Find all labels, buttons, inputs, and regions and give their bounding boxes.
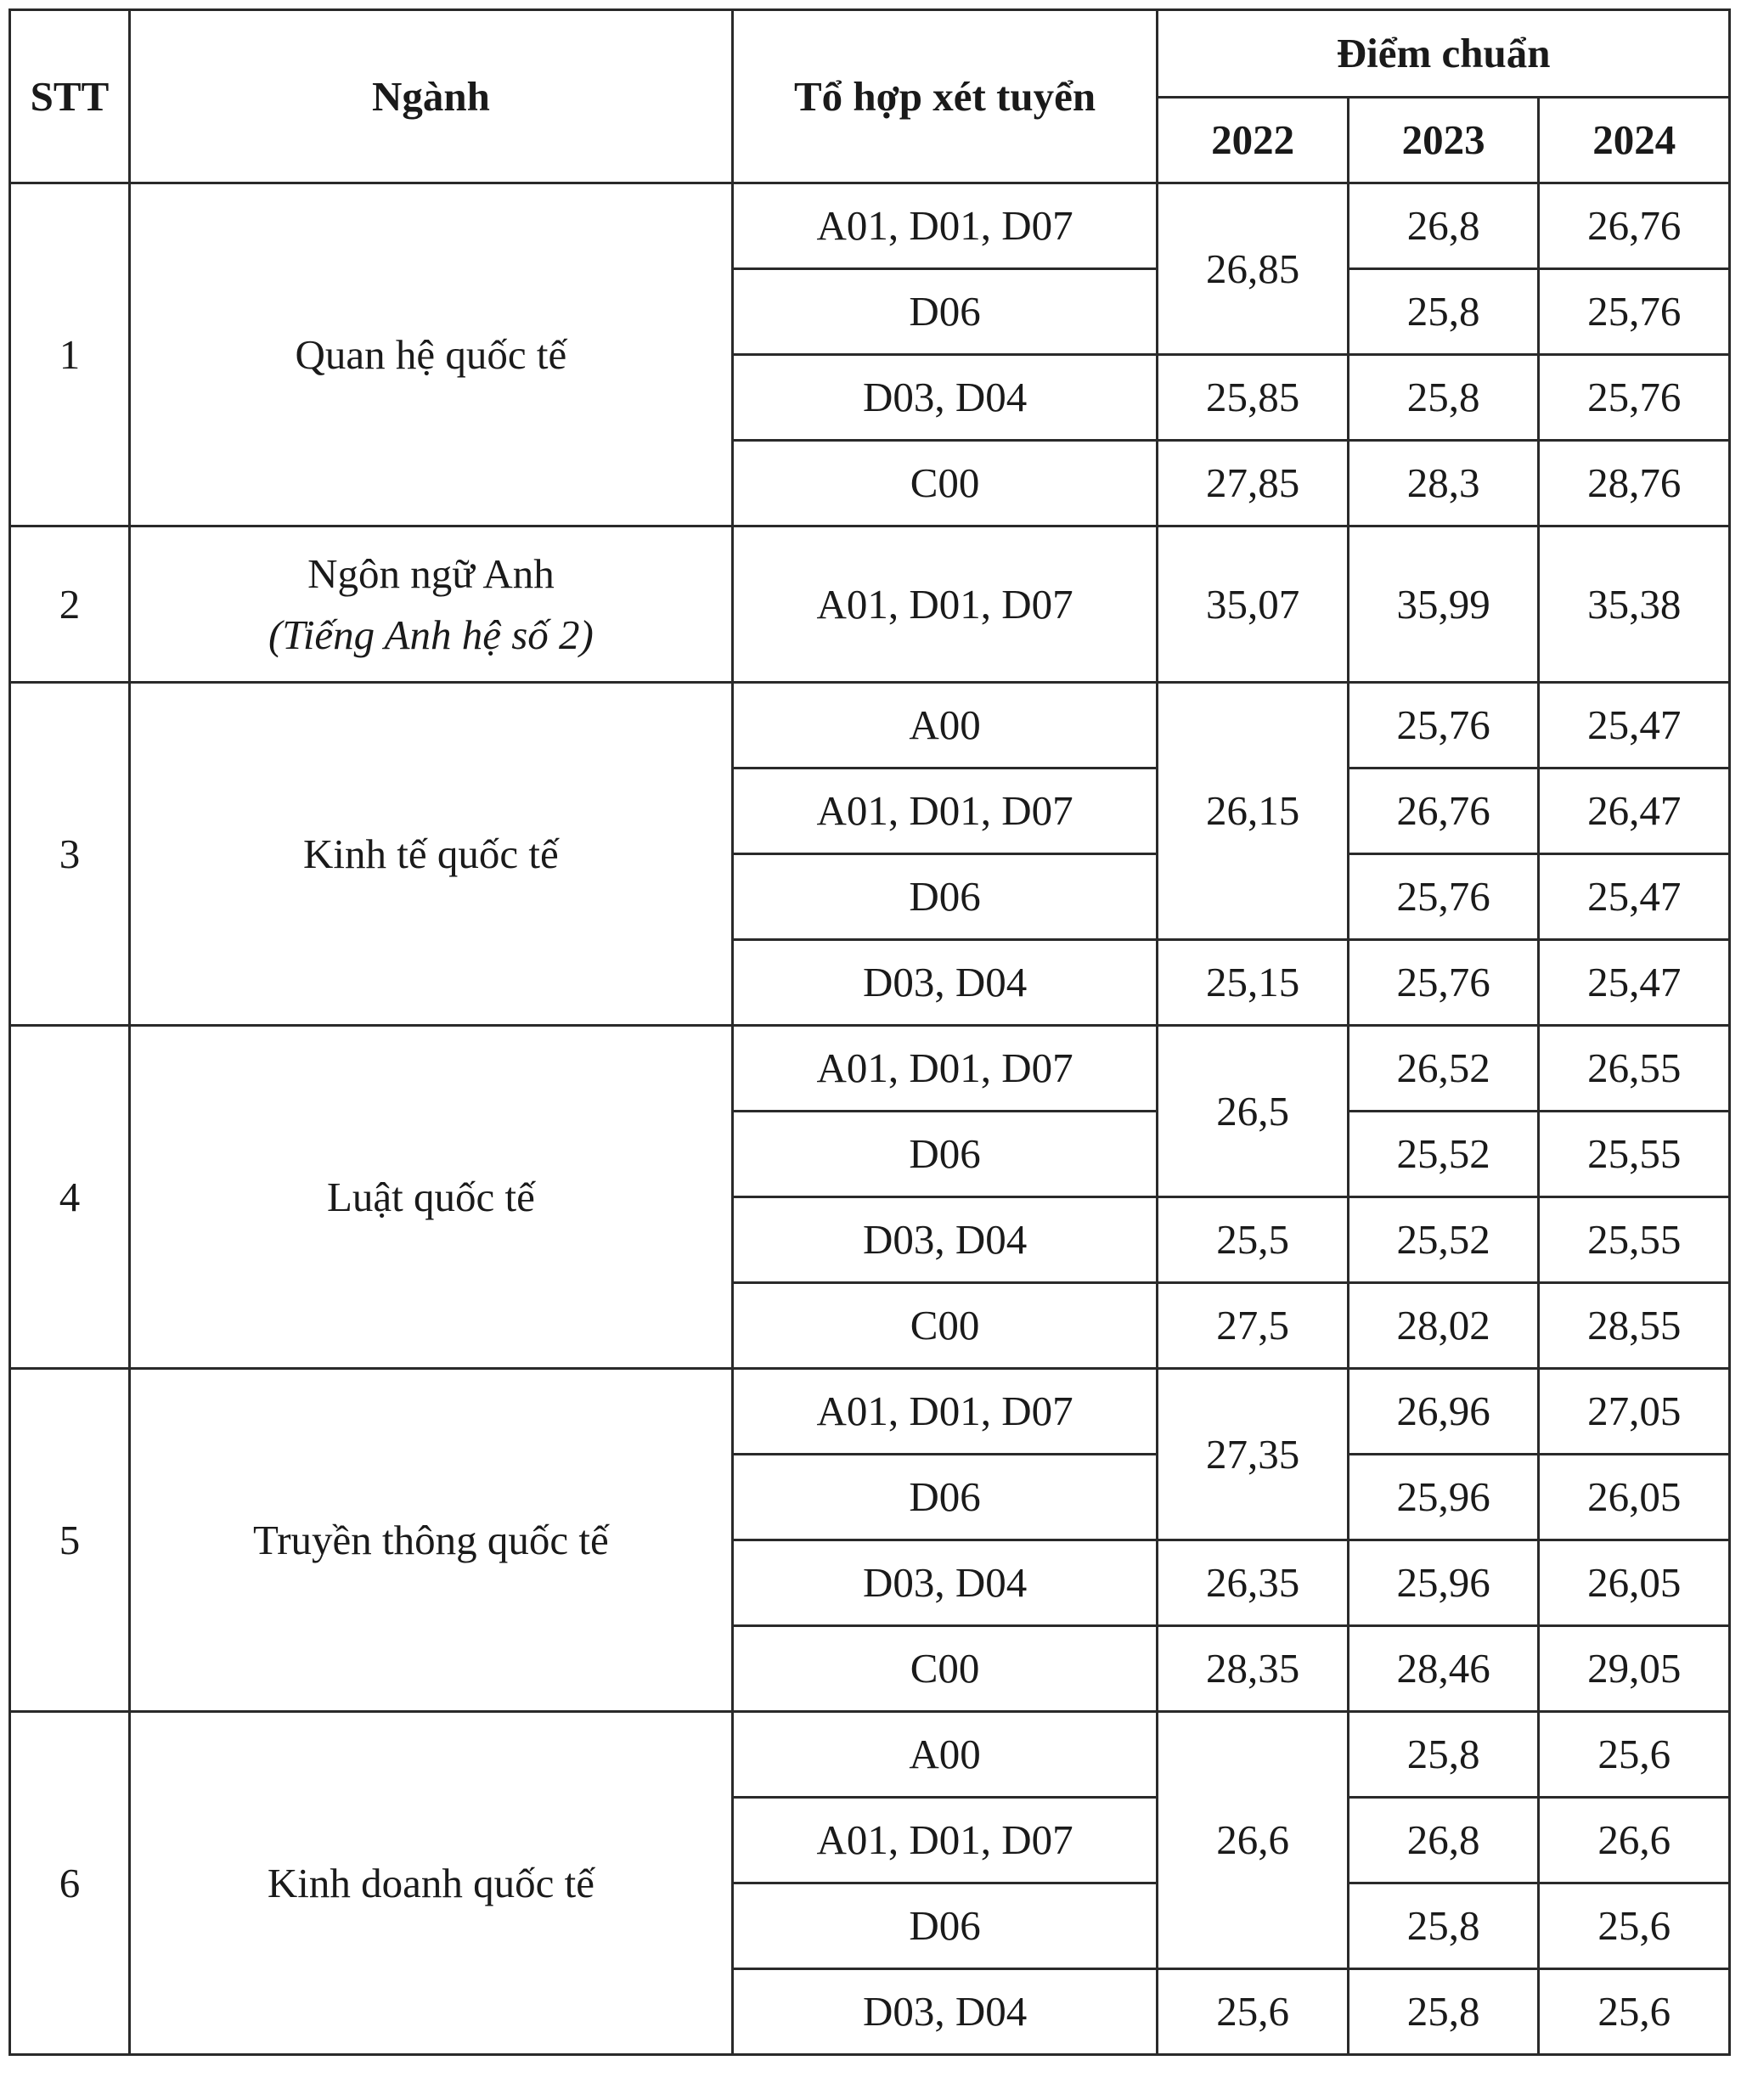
score-2022-cell: 35,07 bbox=[1158, 526, 1349, 683]
score-2023-cell: 28,46 bbox=[1348, 1626, 1539, 1712]
score-2024-cell: 27,05 bbox=[1539, 1369, 1730, 1455]
combo-cell: A01, D01, D07 bbox=[732, 1798, 1157, 1883]
combo-cell: D06 bbox=[732, 1883, 1157, 1969]
combo-cell: A00 bbox=[732, 1712, 1157, 1798]
table-row bbox=[10, 526, 1730, 683]
combo-cell: D03, D04 bbox=[732, 1540, 1157, 1626]
score-2022-cell: 25,6 bbox=[1158, 1969, 1349, 2055]
score-2022-cell: 27,85 bbox=[1158, 441, 1349, 526]
score-2024-cell: 25,6 bbox=[1539, 1969, 1730, 2055]
score-2023-cell: 28,02 bbox=[1348, 1283, 1539, 1369]
score-2024-cell: 25,76 bbox=[1539, 355, 1730, 441]
score-2023-cell: 25,96 bbox=[1348, 1540, 1539, 1626]
score-2022-cell: 26,5 bbox=[1158, 1026, 1349, 1197]
stt-cell: 5 bbox=[10, 1369, 130, 1712]
score-2024-cell: 28,76 bbox=[1539, 441, 1730, 526]
score-2023-cell: 35,99 bbox=[1348, 526, 1539, 683]
header-to-hop: Tổ hợp xét tuyển bbox=[732, 10, 1157, 183]
score-2023-cell: 26,96 bbox=[1348, 1369, 1539, 1455]
score-2023-cell: 26,52 bbox=[1348, 1026, 1539, 1112]
combo-cell: D06 bbox=[732, 1112, 1157, 1197]
stt-cell: 6 bbox=[10, 1712, 130, 2055]
score-2023-cell: 25,76 bbox=[1348, 854, 1539, 940]
score-2024-cell: 25,55 bbox=[1539, 1112, 1730, 1197]
combo-cell: D06 bbox=[732, 854, 1157, 940]
combo-cell: C00 bbox=[732, 441, 1157, 526]
header-diem-chuan: Điểm chuẩn bbox=[1158, 10, 1730, 98]
score-2023-cell: 25,8 bbox=[1348, 1712, 1539, 1798]
score-2023-cell: 25,8 bbox=[1348, 355, 1539, 441]
stt-cell: 3 bbox=[10, 683, 130, 1026]
score-2022-cell: 27,35 bbox=[1158, 1369, 1349, 1540]
combo-cell: D06 bbox=[732, 269, 1157, 355]
combo-cell: C00 bbox=[732, 1283, 1157, 1369]
score-2024-cell: 25,47 bbox=[1539, 940, 1730, 1026]
score-2022-cell: 26,6 bbox=[1158, 1712, 1349, 1969]
major-cell: Kinh doanh quốc tế bbox=[129, 1712, 732, 2055]
score-2022-cell: 26,35 bbox=[1158, 1540, 1349, 1626]
score-2023-cell: 25,8 bbox=[1348, 269, 1539, 355]
major-cell: Truyền thông quốc tế bbox=[129, 1369, 732, 1712]
score-2023-cell: 26,8 bbox=[1348, 183, 1539, 269]
combo-cell: A01, D01, D07 bbox=[732, 526, 1157, 683]
score-2023-cell: 25,8 bbox=[1348, 1883, 1539, 1969]
combo-cell: A01, D01, D07 bbox=[732, 1026, 1157, 1112]
combo-cell: D03, D04 bbox=[732, 940, 1157, 1026]
score-2023-cell: 26,76 bbox=[1348, 768, 1539, 854]
score-2024-cell: 29,05 bbox=[1539, 1626, 1730, 1712]
stt-cell: 4 bbox=[10, 1026, 130, 1369]
score-2023-cell: 25,52 bbox=[1348, 1197, 1539, 1283]
score-2024-cell: 26,05 bbox=[1539, 1540, 1730, 1626]
score-2023-cell: 26,8 bbox=[1348, 1798, 1539, 1883]
header-nganh: Ngành bbox=[129, 10, 732, 183]
score-2022-cell: 25,85 bbox=[1158, 355, 1349, 441]
score-2022-cell: 26,15 bbox=[1158, 683, 1349, 940]
score-2023-cell: 25,8 bbox=[1348, 1969, 1539, 2055]
combo-cell: A01, D01, D07 bbox=[732, 768, 1157, 854]
score-2024-cell: 25,47 bbox=[1539, 854, 1730, 940]
table-row bbox=[10, 1712, 1730, 1798]
admission-score-table bbox=[8, 8, 1731, 2056]
score-2022-cell: 27,5 bbox=[1158, 1283, 1349, 1369]
combo-cell: A00 bbox=[732, 683, 1157, 768]
score-2024-cell: 25,55 bbox=[1539, 1197, 1730, 1283]
combo-cell: D03, D04 bbox=[732, 1197, 1157, 1283]
table-row bbox=[10, 1026, 1730, 1112]
major-name: Ngôn ngữ Anh bbox=[307, 550, 555, 598]
major-note: (Tiếng Anh hệ số 2) bbox=[268, 611, 594, 658]
stt-cell: 2 bbox=[10, 526, 130, 683]
major-cell bbox=[129, 526, 732, 683]
header-year-2023: 2023 bbox=[1348, 98, 1539, 183]
table-row bbox=[10, 683, 1730, 768]
score-2023-cell: 25,76 bbox=[1348, 683, 1539, 768]
combo-cell: C00 bbox=[732, 1626, 1157, 1712]
combo-cell: D06 bbox=[732, 1455, 1157, 1540]
major-cell: Quan hệ quốc tế bbox=[129, 183, 732, 526]
score-2023-cell: 28,3 bbox=[1348, 441, 1539, 526]
stt-cell: 1 bbox=[10, 183, 130, 526]
combo-cell: A01, D01, D07 bbox=[732, 183, 1157, 269]
header-stt: STT bbox=[10, 10, 130, 183]
score-2024-cell: 26,6 bbox=[1539, 1798, 1730, 1883]
score-2023-cell: 25,96 bbox=[1348, 1455, 1539, 1540]
header-year-2022: 2022 bbox=[1158, 98, 1349, 183]
score-2024-cell: 26,47 bbox=[1539, 768, 1730, 854]
score-2022-cell: 26,85 bbox=[1158, 183, 1349, 355]
score-2022-cell: 25,5 bbox=[1158, 1197, 1349, 1283]
score-2023-cell: 25,76 bbox=[1348, 940, 1539, 1026]
score-2024-cell: 25,6 bbox=[1539, 1712, 1730, 1798]
major-cell: Kinh tế quốc tế bbox=[129, 683, 732, 1026]
score-2024-cell: 26,55 bbox=[1539, 1026, 1730, 1112]
score-2024-cell: 25,47 bbox=[1539, 683, 1730, 768]
score-2022-cell: 25,15 bbox=[1158, 940, 1349, 1026]
score-2024-cell: 28,55 bbox=[1539, 1283, 1730, 1369]
score-2024-cell: 26,05 bbox=[1539, 1455, 1730, 1540]
table-row bbox=[10, 1369, 1730, 1455]
score-2023-cell: 25,52 bbox=[1348, 1112, 1539, 1197]
score-2024-cell: 25,76 bbox=[1539, 269, 1730, 355]
score-2024-cell: 35,38 bbox=[1539, 526, 1730, 683]
major-cell: Luật quốc tế bbox=[129, 1026, 732, 1369]
score-2024-cell: 26,76 bbox=[1539, 183, 1730, 269]
combo-cell: D03, D04 bbox=[732, 355, 1157, 441]
score-2022-cell: 28,35 bbox=[1158, 1626, 1349, 1712]
header-year-2024: 2024 bbox=[1539, 98, 1730, 183]
table-row bbox=[10, 183, 1730, 269]
combo-cell: D03, D04 bbox=[732, 1969, 1157, 2055]
score-2024-cell: 25,6 bbox=[1539, 1883, 1730, 1969]
combo-cell: A01, D01, D07 bbox=[732, 1369, 1157, 1455]
